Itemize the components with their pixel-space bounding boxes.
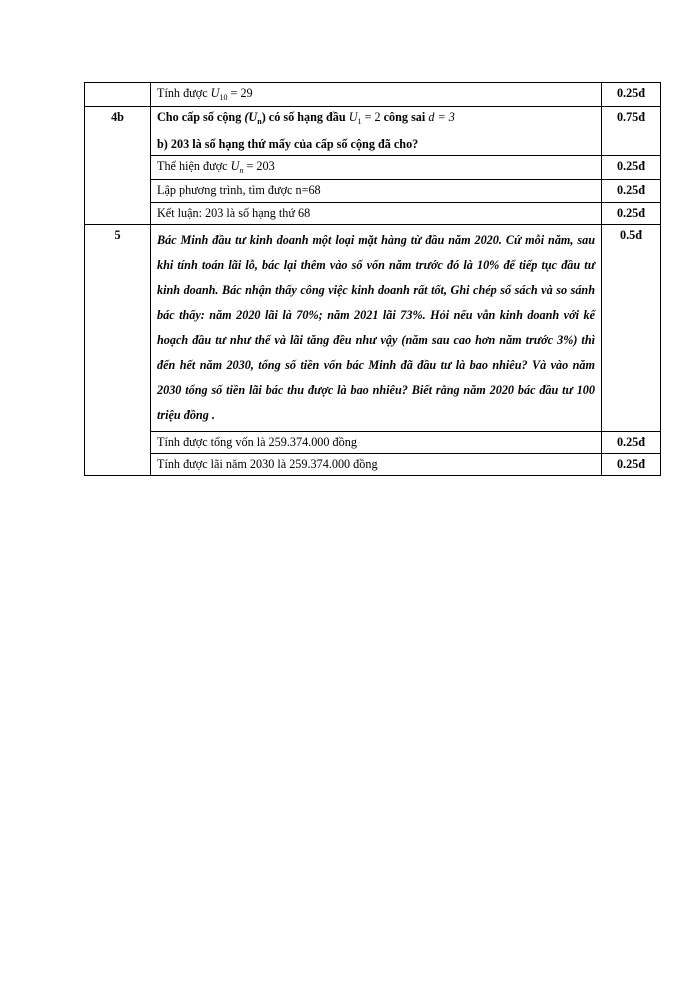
question-4b-line2: b) 203 là số hạng thứ mấy của cấp số cộng đã cho? [157, 137, 419, 151]
q4b-seq-sub: n [257, 117, 262, 126]
score-cell: 0.25đ [602, 180, 661, 202]
question-id-5: 5 [85, 224, 151, 476]
score-cell: 0.5đ [602, 224, 661, 431]
table-row-q4b-header [85, 107, 661, 156]
step-text-q4b-3: Kết luận: 203 là số hạng thứ 68 [151, 202, 602, 224]
score-cell: 0.75đ [602, 107, 661, 156]
math-expression: = 29 [230, 86, 253, 100]
q4b-mid: có số hạng đầu [268, 110, 346, 124]
score-cell: 0.25đ [602, 156, 661, 180]
step-text-q4b-1 [151, 156, 602, 180]
math-subscript: n [239, 166, 244, 176]
score-cell: 0.25đ [602, 454, 661, 476]
table-row-q5-step1 [85, 431, 661, 453]
table-row-u10 [85, 83, 661, 107]
question-text-5: Bác Minh đầu tư kinh doanh một loại mặt hàng từ đầu năm 2020. Cứ mỗi năm, sau khi tính toán lãi lỗ, bác lại thêm vào số vốn năm trước đó là 10% để tiếp tục đầu tư kinh doanh. Bác nhận thấy công việc kinh doanh rất tốt, Ghi chép sổ sách và so sánh bác thấy: năm 2020 lãi là 70%; năm 2021 lãi 73%. Hỏi nếu vẫn kinh doanh với kế hoạch đầu tư như thế và lãi tăng đều như vậy (năm sau cao hơn năm trước 3%) thì đến hết năm 2030, tổng số tiền vốn bác Minh đã đầu tư là bao nhiêu? Và vào năm 2030 tổng số tiền lãi bác thu được là bao nhiêu? Biết rằng năm 2020 bác đầu tư 100 triệu đồng . [151, 224, 602, 431]
table-row-q4b-step3 [85, 202, 661, 224]
step-label: Tính được [157, 86, 208, 100]
math-var: U [210, 86, 220, 100]
question-4b-line1 [157, 110, 595, 127]
q4b-d-expr: d = 3 [428, 110, 455, 124]
score-cell: 0.25đ [602, 83, 661, 107]
math-var: U [230, 159, 240, 174]
score-cell: 0.25đ [602, 202, 661, 224]
step-text-q5-1: Tính được tổng vốn là 259.374.000 đồng [151, 431, 602, 453]
step-text-u10 [151, 83, 602, 107]
question-text-4b [151, 107, 602, 156]
q4b-diff-label: công sai [383, 110, 426, 124]
math-subscript: 10 [219, 93, 228, 102]
q4b-seq-var: (U [244, 110, 258, 124]
step-text-q5-2: Tính được lãi năm 2030 là 259.374.000 đồng [151, 454, 602, 476]
table-row-q5-step2 [85, 454, 661, 476]
math-expression: = 203 [246, 159, 275, 174]
q4b-u1-var: U [348, 110, 358, 124]
grading-table [84, 82, 661, 476]
step-text-q4b-2: Lập phương trình, tìm được n=68 [151, 180, 602, 202]
q4b-prefix: Cho cấp số cộng [157, 110, 242, 124]
table-row-q4b-step1 [85, 156, 661, 180]
q4b-seq-close: ) [261, 110, 266, 124]
table-row-q4b-step2 [85, 180, 661, 202]
score-cell: 0.25đ [602, 431, 661, 453]
q4b-u1-sub: 1 [357, 117, 362, 126]
question-id-4b: 4b [85, 107, 151, 225]
q4b-u1-eq: = 2 [364, 110, 381, 124]
question-id-cell-empty [85, 83, 151, 107]
table-row-q5-question [85, 224, 661, 431]
step-label: Thể hiện được [157, 159, 228, 174]
